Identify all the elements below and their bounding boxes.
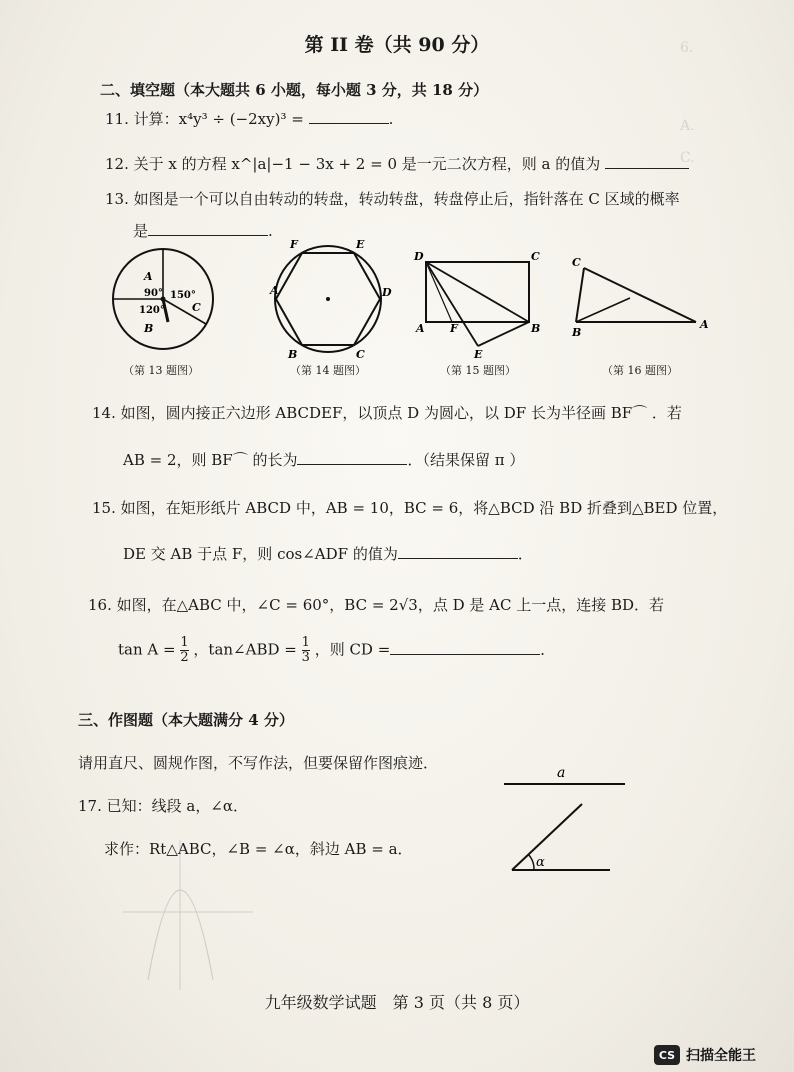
question-16-line2: tan A = $\frac{1}{2}$ ，tan∠ABD = $\frac{1}{3}$ ，则 CD = ．: [118, 635, 556, 665]
figure-14-hexagon: [270, 236, 390, 360]
fig14-label: B: [288, 348, 298, 361]
question-17-known: 17. 已知：线段 a，∠α．: [78, 797, 249, 815]
fig15-label: D: [414, 250, 424, 263]
question-16: 16. 如图，在△ABC 中，∠C = 60°，BC = 2√3，点 D 是 AC 上一点，连接 BD．若: [88, 596, 665, 614]
bleed-through-graph: [118, 830, 258, 1000]
fig15-label: F: [450, 322, 458, 335]
fraction: $\frac{1}{3}$: [301, 635, 310, 665]
question-12: 12. 关于 x 的方程 x^|a|−1 − 3x + 2 = 0 是一元二次方程，则 a 的值为: [105, 153, 689, 174]
fig16-label: B: [572, 326, 582, 339]
scanner-watermark: [654, 1044, 756, 1066]
fig16-label: C: [572, 256, 581, 269]
question-11: 11. 计算：x⁴y³ ÷ (−2xy)³ = .: [105, 110, 394, 128]
figure-16-triangle: [568, 252, 713, 342]
answer-blank[interactable]: [390, 640, 540, 655]
bleed-through-text: A.: [680, 118, 695, 134]
question-15: 15. 如图，在矩形纸片 ABCD 中，AB = 10，BC = 6，将△BCD 沿 BD 折叠到△BED 位置，: [92, 499, 728, 517]
answer-blank[interactable]: [297, 450, 407, 465]
question-13-line2: 是 .: [133, 222, 273, 240]
figure-15-rectangle: [412, 248, 547, 360]
fig14-label: D: [382, 286, 392, 299]
question-17-ask: 求作：Rt△ABC，∠B = ∠α，斜边 AB = a．: [104, 840, 413, 858]
angle-label: α: [536, 855, 545, 870]
question-15-line2: DE 交 AB 于点 F，则 cos∠ADF 的值为 ．: [123, 545, 533, 563]
fig15-label: C: [531, 250, 540, 263]
answer-blank[interactable]: [309, 109, 389, 124]
figure-13-caption: （第 13 题图）: [123, 364, 199, 377]
fig15-label: E: [474, 348, 483, 361]
fraction: $\frac{1}{2}$: [180, 635, 189, 665]
angle-alpha-figure: [500, 798, 620, 880]
section3-instruction: 请用直尺、圆规作图，不写作法，但要保留作图痕迹．: [78, 754, 439, 772]
answer-blank[interactable]: [398, 544, 518, 559]
fig16-label: A: [700, 318, 709, 331]
bleed-through-text: 6.: [680, 40, 694, 56]
fig14-label: E: [356, 238, 365, 251]
question-14-line2: AB = 2，则 BF⌒ 的长为 ．（结果保留 π ）: [123, 451, 525, 469]
scanner-name: 扫描全能王: [686, 1048, 756, 1064]
question-13: 13. 如图是一个可以自由转动的转盘，转动转盘，转盘停止后，指针落在 C 区域的概率: [105, 190, 680, 208]
question-14: 14. 如图，圆内接正六边形 ABCDEF，以顶点 D 为圆心，以 DF 长为半径画 BF⌒ ．若: [92, 404, 682, 422]
figure-16-caption: （第 16 题图）: [602, 364, 678, 377]
segment-a-figure: [500, 762, 630, 792]
scanner-logo-icon: CS: [654, 1045, 680, 1065]
fig14-label: F: [290, 238, 298, 251]
segment-label: a: [557, 765, 566, 781]
fig13-label: A: [144, 270, 153, 283]
fig15-label: B: [531, 322, 541, 335]
fig14-label: C: [356, 348, 365, 361]
figure-14-caption: （第 14 题图）: [290, 364, 366, 377]
answer-blank[interactable]: [605, 154, 689, 169]
bleed-through-text: C.: [680, 150, 695, 166]
section-title: 第 II 卷（共 90 分）: [304, 34, 490, 56]
section3-heading: 三、作图题（本大题满分 4 分）: [78, 711, 294, 729]
fig13-label: 90°: [144, 288, 163, 299]
fig13-label: B: [144, 322, 154, 335]
figure-15-caption: （第 15 题图）: [440, 364, 516, 377]
fig13-label: 150°: [170, 290, 196, 301]
answer-blank[interactable]: [148, 221, 268, 236]
fig15-label: A: [416, 322, 425, 335]
fig14-label: A: [270, 284, 279, 297]
figure-13-spinner: [110, 244, 216, 354]
fig13-label: 120°: [139, 305, 165, 316]
page-footer: 九年级数学试题 第 3 页（共 8 页）: [264, 993, 530, 1012]
fig13-label: C: [192, 301, 201, 314]
section2-heading: 二、填空题（本大题共 6 小题，每小题 3 分，共 18 分）: [100, 81, 489, 99]
